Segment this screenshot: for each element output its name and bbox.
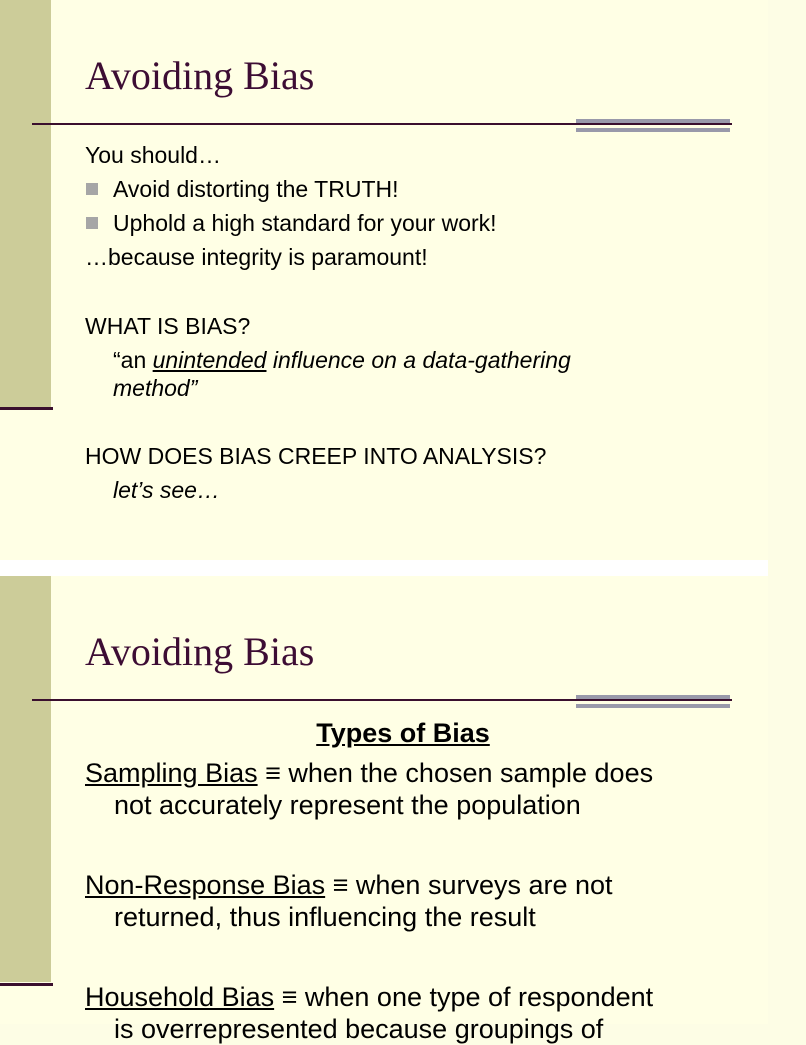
square-bullet-icon <box>86 183 98 195</box>
title-rule-accent-top <box>576 695 730 699</box>
bias-definition: Non-Response Bias ≡ when surveys are not returned, thus influencing the result <box>85 870 613 932</box>
slide-title: Avoiding Bias <box>85 629 315 674</box>
sidebar-divider <box>0 983 53 986</box>
types-heading: Types of Bias <box>316 718 490 748</box>
definition-line2: method” <box>113 375 198 401</box>
definition-emphasis: unintended <box>152 347 267 373</box>
title-rule-accent-top <box>576 119 730 123</box>
because-text: …because integrity is paramount! <box>85 244 428 270</box>
sidebar-divider <box>0 407 53 410</box>
what-heading: WHAT IS BIAS? <box>85 313 251 339</box>
bullet-item <box>86 209 497 237</box>
definition: “an unintended influence on a data-gathering <box>113 347 571 373</box>
title-rule-accent-bottom <box>576 704 730 708</box>
bias-definition: Sampling Bias ≡ when the chosen sample does not accurately represent the population <box>85 758 654 820</box>
bullet-label: Avoid distorting the TRUTH! <box>113 176 399 202</box>
square-bullet-icon <box>86 217 98 229</box>
slide-title: Avoiding Bias <box>85 53 315 98</box>
how-heading: HOW DOES BIAS CREEP INTO ANALYSIS? <box>85 443 547 469</box>
title-rule-accent-bottom <box>576 128 730 132</box>
lets-see-text: let’s see… <box>113 477 220 503</box>
sidebar-accent <box>0 0 51 408</box>
title-rule <box>32 699 732 701</box>
bias-term: Non-Response Bias <box>85 870 326 900</box>
title-rule <box>32 123 732 125</box>
bias-term: Sampling Bias <box>85 758 258 788</box>
bullet-item <box>86 175 399 203</box>
intro-text: You should… <box>85 142 221 168</box>
bullet-label: Uphold a high standard for your work! <box>113 210 497 236</box>
slide-gap <box>0 560 768 576</box>
bias-term: Household Bias <box>85 982 275 1012</box>
slide-2 <box>0 576 768 1044</box>
sidebar-accent <box>0 576 51 982</box>
bias-definition: Household Bias ≡ when one type of respondent is overrepresented because groupings of <box>85 982 654 1044</box>
